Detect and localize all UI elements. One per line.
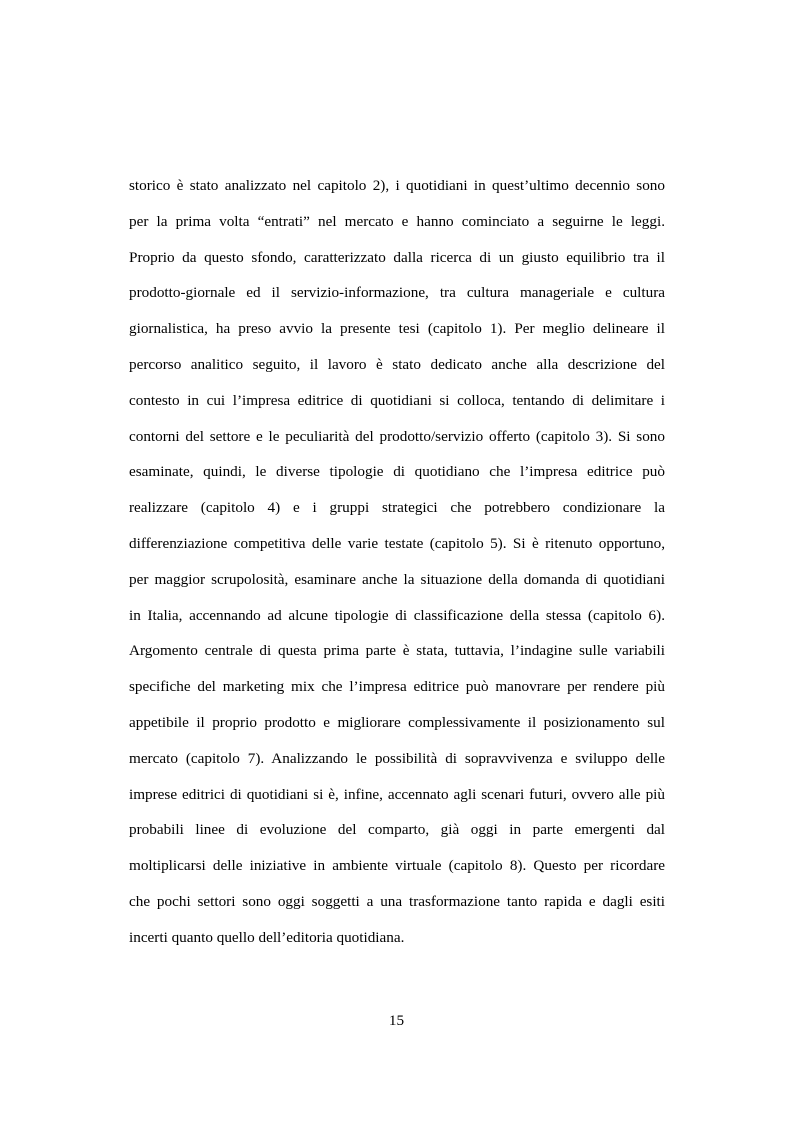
paragraph-line: per maggior scrupolosità, esaminare anche la situazione della domanda di quotidiani xyxy=(129,570,665,588)
paragraph-line: differenziazione competitiva delle varie testate (capitolo 5). Si è ritenuto opportuno, xyxy=(129,534,665,552)
paragraph-line-last: incerti quanto quello dell’editoria quotidiana. xyxy=(129,928,405,946)
paragraph-line: Argomento centrale di questa prima parte è stata, tuttavia, l’indagine sulle variabili xyxy=(129,642,665,660)
paragraph-line: prodotto-giornale ed il servizio-informazione, tra cultura manageriale e cultura xyxy=(129,284,665,302)
paragraph-line: in Italia, accennando ad alcune tipologie di classificazione della stessa (capitolo 6). xyxy=(129,606,665,624)
paragraph-line: percorso analitico seguito, il lavoro è stato dedicato anche alla descrizione del xyxy=(129,355,665,373)
paragraph-line: imprese editrici di quotidiani si è, infine, accennato agli scenari futuri, ovvero alle più xyxy=(129,785,665,803)
paragraph-line: realizzare (capitolo 4) e i gruppi strategici che potrebbero condizionare la xyxy=(129,499,665,517)
paragraph-line: per la prima volta “entrati” nel mercato e hanno cominciato a seguirne le leggi. xyxy=(129,212,665,230)
paragraph-line: che pochi settori sono oggi soggetti a una trasformazione tanto rapida e dagli esiti xyxy=(129,892,665,910)
paragraph-line: moltiplicarsi delle iniziative in ambiente virtuale (capitolo 8). Questo per ricordare xyxy=(129,857,665,875)
paragraph-line: contesto in cui l’impresa editrice di quotidiani si colloca, tentando di delimitare i xyxy=(129,391,665,409)
paragraph-line: probabili linee di evoluzione del comparto, già oggi in parte emergenti dal xyxy=(129,821,665,839)
page-number: 15 xyxy=(388,1012,405,1029)
paragraph-line: appetibile il proprio prodotto e migliorare complessivamente il posizionamento sul xyxy=(129,713,665,731)
body-paragraph xyxy=(129,174,665,962)
paragraph-line: specifiche del marketing mix che l’impresa editrice può manovrare per rendere più xyxy=(129,678,665,696)
paragraph-line: contorni del settore e le peculiarità del prodotto/servizio offerto (capitolo 3). Si sono xyxy=(129,427,665,445)
paragraph-line: giornalistica, ha preso avvio la presente tesi (capitolo 1). Per meglio delineare il xyxy=(129,320,665,338)
paragraph-line: mercato (capitolo 7). Analizzando le possibilità di sopravvivenza e sviluppo delle xyxy=(129,749,665,767)
paragraph-line: esaminate, quindi, le diverse tipologie di quotidiano che l’impresa editrice può xyxy=(129,463,665,481)
paragraph-line: Proprio da questo sfondo, caratterizzato dalla ricerca di un giusto equilibrio tra il xyxy=(129,248,665,266)
paragraph-line: storico è stato analizzato nel capitolo 2), i quotidiani in quest’ultimo decennio sono xyxy=(129,177,665,194)
